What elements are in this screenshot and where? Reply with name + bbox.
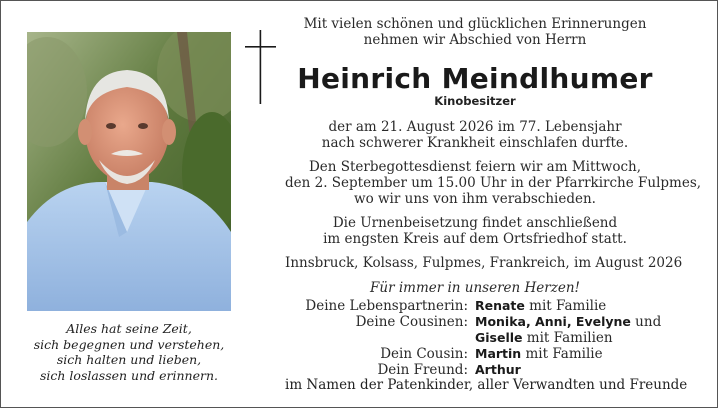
memorial-verse <box>27 321 231 383</box>
mourner-relation: Dein Cousin: <box>380 346 468 362</box>
mourner-names: Arthur <box>475 362 521 377</box>
urn-burial-line: im engsten Kreis auf dem Ortsfriedhof statt. <box>323 231 627 247</box>
place-date: Innsbruck, Kolsass, Fulpmes, Frankreich, im August 2026 <box>285 255 683 271</box>
mourner-names-line <box>475 330 613 346</box>
mourner-suffix: mit Familie <box>521 346 603 362</box>
intro-line: nehmen wir Abschied von Herrn <box>363 32 587 48</box>
mourner-names-line <box>475 346 603 362</box>
cross-icon <box>245 30 277 104</box>
mourner-relation: Dein Freund: <box>377 362 468 378</box>
deceased-occupation: Kinobesitzer <box>434 94 516 108</box>
mourner-relation: Deine Cousinen: <box>355 314 468 330</box>
death-notice-line: der am 21. August 2026 im 77. Lebensjahr <box>328 119 622 135</box>
funeral-service-line: Den Sterbegottesdienst feiern wir am Mittwoch, <box>308 159 642 175</box>
mourners-list <box>281 298 681 378</box>
mourner-row <box>281 346 681 362</box>
death-notice <box>285 119 665 151</box>
motto: Für immer in unseren Herzen! <box>370 280 580 296</box>
mourner-names: Renate <box>475 298 525 313</box>
intro-line: Mit vielen schönen und glücklichen Erinnerungen <box>303 16 647 32</box>
mourner-names: Giselle <box>475 330 523 345</box>
mourner-names: Monika, Anni, Evelyne <box>475 314 631 329</box>
portrait-photo <box>27 32 231 311</box>
funeral-service-line: den 2. September um 15.00 Uhr in der Pfarrkirche Fulpmes, <box>285 175 702 191</box>
mourner-row <box>281 330 681 346</box>
deceased-name: Heinrich Meindlhumer <box>297 62 653 95</box>
funeral-service <box>285 159 702 207</box>
closing-line: im Namen der Patenkinder, aller Verwandten und Freunde <box>285 377 688 393</box>
mourner-row <box>281 362 681 378</box>
intro-text <box>285 16 665 48</box>
mourner-row <box>281 298 681 314</box>
funeral-service-line: wo wir uns von ihm verabschieden. <box>354 191 596 207</box>
mourner-relation: Deine Lebenspartnerin: <box>305 298 468 314</box>
mourner-suffix: mit Familien <box>522 330 613 346</box>
mourner-names-line <box>475 314 661 330</box>
verse-line: sich loslassen und erinnern. <box>39 367 219 383</box>
urn-burial-line: Die Urnenbeisetzung findet anschließend <box>332 215 618 231</box>
mourner-names: Martin <box>475 346 522 361</box>
verse-line: sich halten und lieben, <box>56 352 202 367</box>
mourner-suffix: und <box>630 314 662 330</box>
verse-line: sich begegnen und verstehen, <box>33 336 225 352</box>
death-notice-line: nach schwerer Krankheit einschlafen durfte. <box>321 135 629 151</box>
mourner-suffix: mit Familie <box>524 298 607 314</box>
portrait-illustration <box>27 32 231 311</box>
mourner-names-line <box>475 298 606 314</box>
verse-line: Alles hat seine Zeit, <box>66 321 192 336</box>
mourner-row <box>281 314 681 330</box>
urn-burial <box>285 215 665 247</box>
mourner-names-line <box>475 362 521 378</box>
